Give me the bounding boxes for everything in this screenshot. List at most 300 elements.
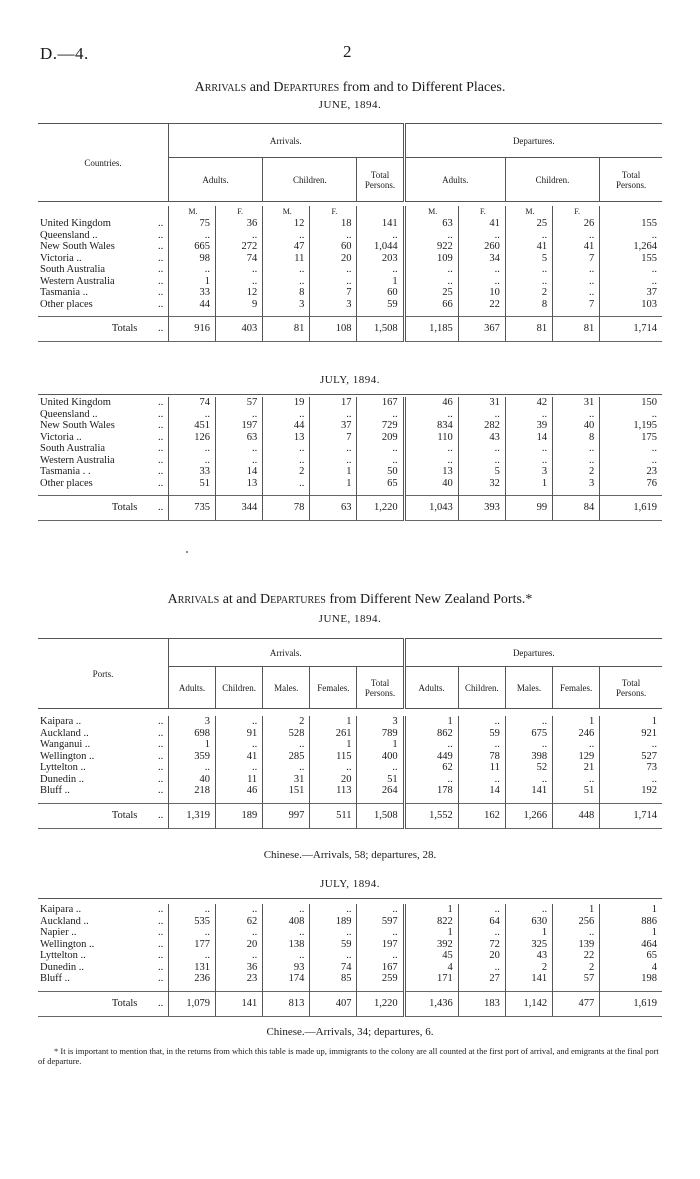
ports-departures-header: Departures. (404, 639, 662, 667)
table-cell: .. (310, 443, 357, 455)
leader-dots: .. (158, 938, 164, 950)
table-cell: .. (553, 264, 600, 276)
totals-label: Totals (38, 991, 153, 1016)
table-cell: 2 (263, 466, 310, 478)
table-cell: 171 (404, 973, 458, 985)
table-cell: 1 (310, 466, 357, 478)
row-label: Dunedin .. (40, 961, 85, 973)
table-cell: 198 (600, 973, 662, 985)
table-cell: 45 (404, 950, 458, 962)
table-row (38, 287, 662, 299)
total-cell: 1,619 (600, 496, 662, 521)
table-cell: 5 (505, 253, 552, 265)
table-cell: 834 (404, 420, 458, 432)
table-cell: 218 (168, 785, 215, 797)
table-cell: 698 (168, 728, 215, 740)
table-cell: .. (404, 774, 458, 786)
document-reference: D.—4. (40, 44, 89, 63)
table-cell: 151 (263, 785, 310, 797)
table-cell: 630 (505, 916, 552, 928)
section1-table-header (38, 123, 662, 202)
table-cell: .. (168, 762, 215, 774)
leader-dots: .. (153, 496, 168, 521)
table-cell: 103 (600, 299, 662, 311)
leader-dots: .. (158, 739, 164, 750)
totals-row (38, 803, 662, 828)
table-cell: 27 (458, 973, 505, 985)
departures-total-header: Total Persons. (600, 158, 662, 202)
table-cell: 528 (263, 728, 310, 740)
page-number: 2 (343, 42, 352, 61)
table-row (38, 785, 662, 797)
table-cell: 60 (357, 287, 404, 299)
table-cell: 203 (357, 253, 404, 265)
table-cell: .. (310, 950, 357, 962)
sex-label: M. (404, 206, 458, 218)
leader-dots: .. (158, 727, 164, 739)
table-cell: .. (168, 904, 215, 916)
pa-adults-header: Adults. (168, 667, 215, 709)
table-cell: 4 (404, 962, 458, 974)
total-cell: 1,508 (357, 803, 404, 828)
table-cell: 3 (310, 299, 357, 311)
total-cell: 108 (310, 317, 357, 342)
row-label: Dunedin .. (40, 773, 85, 785)
pd-adults-header: Adults. (404, 667, 458, 709)
row-label: Tasmania .. (40, 287, 88, 298)
table-cell: .. (553, 927, 600, 939)
table-cell: 246 (553, 728, 600, 740)
table-row (38, 455, 662, 467)
table-cell: 7 (310, 432, 357, 444)
row-label: Bluff .. (40, 785, 70, 796)
table-cell: .. (458, 904, 505, 916)
table-cell: 4 (600, 962, 662, 974)
table-cell: 42 (505, 397, 552, 409)
table-cell: .. (404, 276, 458, 288)
table-cell: .. (310, 455, 357, 467)
pa-females-header: Females. (310, 667, 357, 709)
leader-dots: .. (158, 420, 164, 431)
row-label: Wanganui .. (40, 739, 91, 750)
totals-row (38, 496, 662, 521)
table-cell: .. (505, 716, 552, 728)
section2-june-label: JUNE, 1894. (318, 613, 382, 625)
table-cell: 34 (458, 253, 505, 265)
table-row (38, 939, 662, 951)
table-row (38, 230, 662, 242)
table-cell: 197 (357, 939, 404, 951)
total-cell: 735 (168, 496, 215, 521)
row-label: Victoria .. (40, 252, 82, 264)
table-row (38, 299, 662, 311)
table-cell: .. (553, 287, 600, 299)
table-cell: 65 (357, 478, 404, 490)
table-cell: .. (168, 950, 215, 962)
leader-dots: .. (158, 397, 164, 408)
table-cell: 2 (505, 287, 552, 299)
table-cell: .. (357, 904, 404, 916)
table-cell: .. (600, 455, 662, 467)
table-cell: 11 (458, 762, 505, 774)
row-label: Victoria .. (40, 431, 82, 443)
table-cell: 126 (168, 432, 215, 444)
table-row (38, 443, 662, 455)
table-cell: 155 (600, 218, 662, 230)
table-cell: 129 (553, 751, 600, 763)
pa-males-header: Males. (263, 667, 310, 709)
table-cell: .. (263, 230, 310, 242)
leader-dots: .. (158, 773, 164, 785)
table-cell: .. (505, 739, 552, 751)
table-cell: 31 (263, 774, 310, 786)
table-row (38, 276, 662, 288)
total-cell: 1,714 (600, 803, 662, 828)
total-cell: 916 (168, 317, 215, 342)
total-cell: 1,552 (404, 803, 458, 828)
row-label: Wellington .. (40, 750, 95, 762)
leader-dots: .. (158, 298, 164, 310)
table-row (38, 397, 662, 409)
table-cell: 98 (168, 253, 215, 265)
row-label: Bluff .. (40, 973, 70, 984)
table-cell: 922 (404, 241, 458, 253)
table-cell: 20 (310, 253, 357, 265)
leader-dots: .. (158, 241, 164, 252)
table-cell: 141 (357, 218, 404, 230)
table-row (38, 962, 662, 974)
table-cell: .. (553, 455, 600, 467)
table-cell: 25 (505, 218, 552, 230)
totals-row (38, 991, 662, 1016)
table-cell: 260 (458, 241, 505, 253)
table-cell: .. (458, 230, 505, 242)
table-cell: .. (216, 950, 263, 962)
table-cell: 131 (168, 962, 215, 974)
table-cell: 33 (168, 466, 215, 478)
table-row (38, 739, 662, 751)
table-cell: 729 (357, 420, 404, 432)
table-cell: .. (458, 264, 505, 276)
table-cell: 1 (357, 739, 404, 751)
table-cell: 256 (553, 916, 600, 928)
pd-total-header: Total Persons. (600, 667, 662, 709)
table-cell: 66 (404, 299, 458, 311)
table-cell: 91 (216, 728, 263, 740)
leader-dots: .. (158, 252, 164, 264)
table-cell: .. (263, 443, 310, 455)
total-cell: 183 (458, 991, 505, 1016)
table-cell: 1 (404, 716, 458, 728)
total-cell: 78 (263, 496, 310, 521)
table-cell: 51 (553, 785, 600, 797)
section2-july-table (38, 904, 662, 1017)
table-row (38, 751, 662, 763)
table-cell: .. (505, 443, 552, 455)
table-row (38, 927, 662, 939)
table-cell: .. (263, 276, 310, 288)
table-cell: .. (168, 264, 215, 276)
table-cell: .. (310, 904, 357, 916)
table-cell: 1 (600, 904, 662, 916)
leader-dots: .. (158, 927, 164, 938)
table-row (38, 774, 662, 786)
section2-title: Arrivals at and Departures from Different New Zealand Ports.* (167, 592, 533, 607)
total-cell: 81 (505, 317, 552, 342)
table-cell: 19 (263, 397, 310, 409)
table-cell: 189 (310, 916, 357, 928)
row-label: United Kingdom (40, 397, 111, 408)
table-cell: .. (458, 927, 505, 939)
table-cell: .. (505, 904, 552, 916)
table-cell: .. (600, 276, 662, 288)
total-cell: 477 (553, 991, 600, 1016)
table-cell: 109 (404, 253, 458, 265)
countries-header: Countries. (38, 124, 168, 202)
table-cell: 36 (216, 218, 263, 230)
table-cell: 10 (458, 287, 505, 299)
table-cell: 11 (216, 774, 263, 786)
table-cell: .. (216, 739, 263, 751)
table-cell: 59 (310, 939, 357, 951)
row-label: New South Wales (40, 241, 115, 252)
leader-dots: .. (158, 950, 164, 961)
leader-dots: .. (158, 973, 164, 984)
departures-header: Departures. (404, 124, 662, 158)
table-cell: 139 (553, 939, 600, 951)
table-cell: .. (263, 455, 310, 467)
total-cell: 1,220 (357, 496, 404, 521)
stray-dot (186, 551, 188, 553)
table-cell: 59 (357, 299, 404, 311)
table-cell: 14 (216, 466, 263, 478)
table-cell: 167 (357, 397, 404, 409)
table-cell: .. (357, 927, 404, 939)
table-cell: 110 (404, 432, 458, 444)
table-row (38, 728, 662, 740)
totals-label: Totals (38, 803, 153, 828)
table-cell: .. (357, 443, 404, 455)
table-cell: 822 (404, 916, 458, 928)
table-cell: .. (263, 409, 310, 421)
table-cell: 325 (505, 939, 552, 951)
table-cell: 886 (600, 916, 662, 928)
pd-children-header: Children. (458, 667, 505, 709)
sex-label (357, 206, 404, 218)
table-cell: 17 (310, 397, 357, 409)
table-cell: 33 (168, 287, 215, 299)
table-cell: 62 (404, 762, 458, 774)
table-cell: 5 (458, 466, 505, 478)
total-cell: 99 (505, 496, 552, 521)
table-cell: 1 (357, 276, 404, 288)
table-cell: 65 (600, 950, 662, 962)
table-cell: .. (310, 409, 357, 421)
row-label: Auckland .. (40, 915, 89, 927)
table-cell: 13 (216, 478, 263, 490)
table-cell: 22 (458, 299, 505, 311)
table-cell: 259 (357, 973, 404, 985)
table-cell: 44 (168, 299, 215, 311)
table-cell: 31 (553, 397, 600, 409)
table-cell: .. (505, 455, 552, 467)
row-label: South Australia (40, 264, 106, 275)
table-cell: .. (216, 716, 263, 728)
table-cell: 2 (553, 962, 600, 974)
section1-july-table (38, 397, 662, 521)
table-cell: .. (216, 276, 263, 288)
table-cell: 1 (310, 739, 357, 751)
total-cell: 403 (216, 317, 263, 342)
table-cell: 64 (458, 916, 505, 928)
table-cell: 392 (404, 939, 458, 951)
table-cell: 75 (168, 218, 215, 230)
table-cell: .. (216, 409, 263, 421)
row-label: Western Australia (40, 275, 115, 287)
table-cell: 192 (600, 785, 662, 797)
table-cell: 2 (553, 466, 600, 478)
table-cell: .. (216, 264, 263, 276)
total-cell: 1,714 (600, 317, 662, 342)
table-row (38, 478, 662, 490)
table-cell: 20 (216, 939, 263, 951)
leader-dots: .. (158, 443, 164, 454)
table-cell: .. (357, 264, 404, 276)
table-cell: 1 (168, 739, 215, 751)
total-cell: 367 (458, 317, 505, 342)
table-cell: 14 (458, 785, 505, 797)
table-cell: .. (310, 276, 357, 288)
table-cell: .. (600, 443, 662, 455)
total-cell: 162 (458, 803, 505, 828)
table-cell: 236 (168, 973, 215, 985)
table-cell: .. (600, 739, 662, 751)
table-cell: 62 (216, 916, 263, 928)
row-label: Kaipara .. (40, 716, 82, 727)
table-cell: 13 (263, 432, 310, 444)
leader-dots: .. (158, 408, 164, 420)
table-cell: .. (216, 455, 263, 467)
totals-label: Totals (38, 317, 153, 342)
table-cell: 43 (505, 950, 552, 962)
table-row (38, 264, 662, 276)
table-cell: 40 (168, 774, 215, 786)
table-cell: .. (168, 927, 215, 939)
row-label: New South Wales (40, 420, 115, 431)
table-cell: 7 (553, 253, 600, 265)
total-cell: 511 (310, 803, 357, 828)
sex-label: F. (458, 206, 505, 218)
total-cell: 393 (458, 496, 505, 521)
table-row (38, 950, 662, 962)
section1-title: Arrivals and Departures from and to Different Places. (194, 80, 506, 95)
section2-june-table (38, 716, 662, 829)
table-cell: 400 (357, 751, 404, 763)
section1-july-label: JULY, 1894. (319, 374, 381, 386)
leader-dots: .. (158, 218, 164, 229)
row-label: Lyttelton .. (40, 762, 86, 773)
table-cell: 1 (505, 478, 552, 490)
table-cell: 167 (357, 962, 404, 974)
table-cell: 155 (600, 253, 662, 265)
leader-dots: .. (158, 466, 164, 477)
table-cell: 1,264 (600, 241, 662, 253)
total-cell: 813 (263, 991, 310, 1016)
totals-label: Totals (38, 496, 153, 521)
table-cell: 60 (310, 241, 357, 253)
table-cell: 46 (404, 397, 458, 409)
leader-dots: .. (153, 991, 168, 1016)
leader-dots: .. (158, 904, 164, 915)
table-cell: .. (263, 478, 310, 490)
row-label: Kaipara .. (40, 904, 82, 915)
table-row (38, 241, 662, 253)
table-cell: 37 (600, 287, 662, 299)
table-cell: 8 (505, 299, 552, 311)
table-cell: 44 (263, 420, 310, 432)
table-cell: 115 (310, 751, 357, 763)
table-cell: .. (216, 443, 263, 455)
table-cell: 3 (357, 716, 404, 728)
table-cell: 20 (310, 774, 357, 786)
table-cell: 1 (505, 927, 552, 939)
total-cell: 1,220 (357, 991, 404, 1016)
table-cell: 43 (458, 432, 505, 444)
arrivals-total-header: Total Persons. (357, 158, 404, 202)
table-cell: 264 (357, 785, 404, 797)
table-cell: 23 (216, 973, 263, 985)
row-label: Wellington .. (40, 938, 95, 950)
total-cell: 448 (553, 803, 600, 828)
table-cell: 22 (553, 950, 600, 962)
leader-dots: .. (158, 287, 164, 298)
table-cell: 359 (168, 751, 215, 763)
table-cell: .. (458, 962, 505, 974)
ports-arrivals-header: Arrivals. (168, 639, 404, 667)
table-cell: 46 (216, 785, 263, 797)
table-row (38, 218, 662, 230)
table-cell: 23 (600, 466, 662, 478)
table-cell: .. (404, 264, 458, 276)
table-cell: .. (168, 409, 215, 421)
table-cell: .. (263, 950, 310, 962)
total-cell: 81 (553, 317, 600, 342)
row-label: United Kingdom (40, 218, 111, 229)
total-cell: 1,043 (404, 496, 458, 521)
total-cell: 407 (310, 991, 357, 1016)
table-cell: 93 (263, 962, 310, 974)
table-cell: 1 (404, 927, 458, 939)
table-cell: 138 (263, 939, 310, 951)
table-cell: 20 (458, 950, 505, 962)
table-cell: .. (553, 409, 600, 421)
table-cell: 78 (458, 751, 505, 763)
table-cell: 51 (168, 478, 215, 490)
table-cell: 40 (553, 420, 600, 432)
table-cell: .. (263, 904, 310, 916)
sex-subheader-row (38, 206, 662, 218)
table-cell: .. (310, 264, 357, 276)
table-cell: 7 (553, 299, 600, 311)
table-cell: .. (404, 739, 458, 751)
table-cell: .. (404, 230, 458, 242)
table-cell: 52 (505, 762, 552, 774)
table-cell: 72 (458, 939, 505, 951)
table-cell: 36 (216, 962, 263, 974)
table-cell: 50 (357, 466, 404, 478)
table-cell: 1 (553, 716, 600, 728)
pa-children-header: Children. (216, 667, 263, 709)
